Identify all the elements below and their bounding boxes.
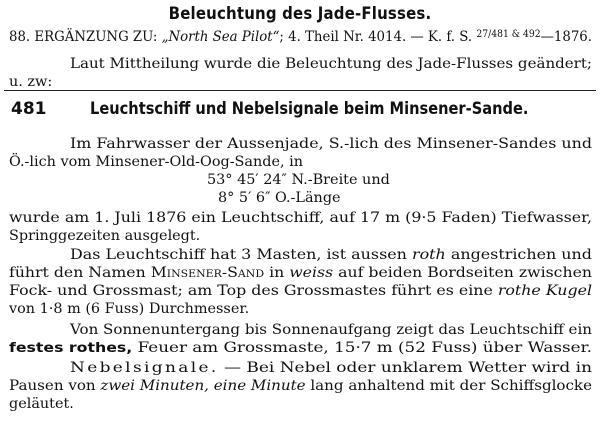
p2-l1-c: angestrichen und — [445, 247, 592, 263]
section-title: Leuchtschiff und Nebelsignale beim Minsener-Sande. — [90, 99, 529, 119]
p4-l1-b: — Bei Nebel oder unklarem Wetter wird in — [218, 360, 592, 376]
body-p4-line-1 — [70, 359, 592, 377]
body-p2-line-1 — [70, 246, 592, 264]
fog-signals-label: Nebelsignale. — [70, 360, 219, 376]
p2-l3-b: rothe Kugel — [497, 283, 592, 299]
body-p3-line-2 — [9, 339, 592, 357]
reference-source: „North Sea Pilot“ — [161, 29, 280, 45]
reference-line — [9, 26, 592, 46]
fixed-light-label: festes rothes, — [9, 340, 133, 356]
body-p1-line-4: Springgezeiten ausgelegt. — [9, 228, 201, 244]
section-divider — [4, 90, 596, 91]
body-p2-line-3 — [9, 282, 592, 300]
body-p2-line-2 — [9, 264, 592, 282]
page-header — [36, 4, 564, 24]
ship-name: Minsener-Sand — [150, 265, 265, 281]
latitude-line: 53° 45′ 24″ N.-Breite und — [207, 172, 390, 188]
body-p2-line-4: von 1·8 m (6 Fuss) Durchmesser. — [9, 301, 250, 317]
longitude-line: 8° 5′ 6″ O.-Länge — [218, 190, 341, 206]
p2-l2-d: weiss — [289, 265, 334, 281]
p4-l2-b: zwei Minuten, eine Minute — [100, 378, 306, 394]
header-title: Beleuchtung des Jade-Flusses. — [168, 4, 432, 24]
body-p4-line-2 — [9, 377, 592, 395]
body-p3-line-1: Von Sonnenuntergang bis Sonnenaufgang zeigt das Leuchtschiff ein — [70, 322, 592, 338]
section-number: 481 — [11, 99, 47, 119]
p2-l2-e: auf beiden Bordseiten zwischen — [333, 265, 592, 281]
reference-pages: 27/481 & 492 — [476, 29, 541, 40]
reference-middle: ; 4. Theil Nr. 4014. — K. f. S. — [279, 29, 477, 45]
p2-l2-c: in — [264, 265, 290, 281]
intro-line-1: Laut Mittheilung wurde die Beleuchtung des Jade-Flusses geändert; — [70, 56, 592, 72]
body-p4-line-3: geläutet. — [9, 396, 74, 412]
body-p1-line-3: wurde am 1. Juli 1876 ein Leuchtschiff, auf 17 m (9·5 Faden) Tiefwasser, — [9, 210, 592, 226]
p3-l2-b: Feuer am Grossmaste, 15·7 m (52 Fuss) über Wasser. — [132, 340, 592, 356]
p2-l1-a: Das Leuchtschiff hat 3 Masten, ist aussen — [70, 247, 412, 263]
body-p1-line-2: Ö.-lich vom Minsener-Old-Oog-Sande, in — [9, 154, 304, 170]
p2-l2-a: führt den Namen — [9, 265, 151, 281]
p4-l2-a: Pausen von — [9, 378, 101, 394]
intro-line-2: u. zw: — [9, 74, 53, 90]
p4-l2-c: lang anhaltend mit der Schiffsglocke — [305, 378, 592, 394]
p2-l1-b: roth — [411, 247, 446, 263]
body-p1-line-1: Im Fahrwasser der Aussenjade, S.-lich des Minsener-Sandes und — [70, 136, 592, 152]
reference-prefix: 88. ERGÄNZUNG ZU: — [9, 29, 162, 45]
reference-year: —1876. — [540, 29, 592, 45]
p2-l3-a: Fock- und Grossmast; am Top des Grossmastes führt es eine — [9, 283, 498, 299]
